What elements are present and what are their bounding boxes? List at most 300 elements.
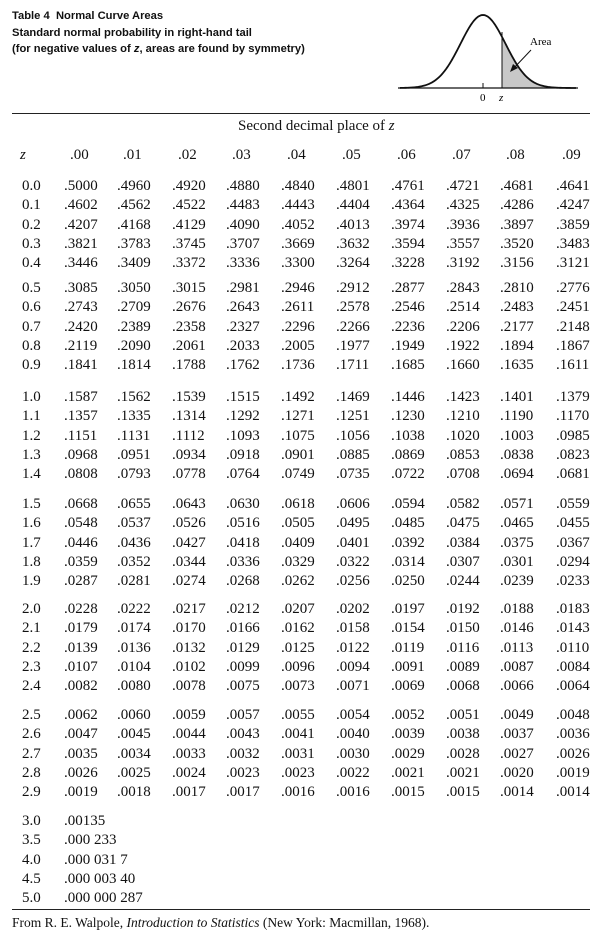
- probability-cell: .0668: [64, 496, 98, 512]
- z-value: 0.6: [22, 299, 41, 316]
- probability-cell: .0037: [500, 726, 534, 743]
- probability-cell: .0274: [172, 573, 206, 590]
- probability-cell: .2981: [226, 280, 260, 296]
- probability-cell: .0465: [500, 515, 534, 532]
- z-value: 1.3: [22, 447, 41, 464]
- probability-cell: .0047: [64, 726, 98, 743]
- probability-cell: .0069: [391, 678, 425, 695]
- probability-cell: .0708: [446, 466, 480, 483]
- probability-cell: .0681: [556, 466, 590, 483]
- probability-cell: .0139: [64, 639, 98, 656]
- heading-line-2: Standard normal probability in right-hand tail: [12, 26, 252, 39]
- z-value: 0.1: [22, 197, 41, 214]
- table-row: [0, 573, 608, 592]
- z-value: 0.3: [22, 236, 41, 253]
- z-value: 0.7: [22, 318, 41, 335]
- probability-cell: .00135: [64, 813, 106, 829]
- probability-cell: .1190: [500, 408, 534, 425]
- area-label: Area: [530, 36, 552, 48]
- probability-cell: .1469: [336, 389, 370, 405]
- z-value: 1.1: [22, 408, 41, 425]
- probability-cell: .2033: [226, 338, 260, 355]
- z-label: z: [499, 92, 504, 104]
- probability-cell: .3745: [172, 236, 206, 253]
- probability-cell: .0158: [336, 620, 370, 637]
- probability-cell: .1230: [391, 408, 425, 425]
- probability-cell: .1251: [336, 408, 370, 425]
- probability-cell: .0322: [336, 554, 370, 571]
- probability-cell: .0048: [556, 707, 590, 723]
- probability-cell: .0314: [391, 554, 425, 571]
- table-row: [0, 784, 608, 803]
- probability-cell: .2266: [336, 318, 370, 335]
- probability-cell: .0084: [556, 659, 590, 676]
- probability-cell: .0179: [64, 620, 98, 637]
- probability-cell: .0057: [226, 707, 260, 723]
- probability-cell: .0808: [64, 466, 98, 483]
- table-row: [0, 217, 608, 236]
- table-row: [0, 765, 608, 784]
- probability-cell: .3669: [281, 236, 315, 253]
- probability-cell: .0409: [281, 534, 315, 551]
- probability-cell: .0475: [446, 515, 480, 532]
- table-row: [0, 280, 608, 299]
- table-row: [0, 255, 608, 274]
- probability-cell: .0344: [172, 554, 206, 571]
- probability-cell: .2236: [391, 318, 425, 335]
- table-row: [0, 447, 608, 466]
- probability-cell: .2514: [446, 299, 480, 316]
- probability-cell: .0028: [446, 745, 480, 762]
- probability-cell: .0071: [336, 678, 370, 695]
- probability-cell: .0102: [172, 659, 206, 676]
- table-row: [0, 852, 608, 871]
- probability-cell: .0087: [500, 659, 534, 676]
- probability-cell: .1867: [556, 338, 590, 355]
- probability-cell: .1949: [391, 338, 425, 355]
- probability-cell: .1423: [446, 389, 480, 405]
- table-heading: [12, 8, 352, 58]
- probability-cell: .1093: [226, 427, 260, 444]
- probability-cell: .0367: [556, 534, 590, 551]
- probability-cell: .0853: [446, 447, 480, 464]
- probability-cell: .0838: [500, 447, 534, 464]
- table-row: [0, 678, 608, 697]
- heading-line-3: (for negative values of z, areas are found by symmetry): [12, 43, 305, 55]
- probability-cell: .1401: [500, 389, 534, 405]
- probability-cell: .0044: [172, 726, 206, 743]
- probability-cell: .4443: [281, 197, 315, 214]
- column-header: .00: [70, 147, 89, 163]
- table-row: [0, 357, 608, 376]
- probability-cell: .2810: [500, 280, 534, 296]
- z-value: 5.0: [22, 890, 41, 907]
- probability-cell: .1711: [336, 357, 370, 374]
- probability-cell: .0073: [281, 678, 315, 695]
- probability-cell: .4721: [446, 178, 480, 194]
- probability-cell: .3821: [64, 236, 98, 253]
- probability-cell: .0015: [391, 784, 425, 801]
- probability-cell: .3264: [336, 255, 370, 272]
- probability-cell: .0033: [172, 745, 206, 762]
- probability-cell: .2148: [556, 318, 590, 335]
- table-row: [0, 408, 608, 427]
- probability-cell: .0722: [391, 466, 425, 483]
- probability-cell: .2090: [117, 338, 151, 355]
- probability-cell: .0038: [446, 726, 480, 743]
- probability-cell: .2546: [391, 299, 425, 316]
- probability-cell: .0985: [556, 427, 590, 444]
- probability-cell: .0495: [336, 515, 370, 532]
- probability-cell: .1788: [172, 357, 206, 374]
- probability-cell: .0869: [391, 447, 425, 464]
- probability-cell: .2389: [117, 318, 151, 335]
- probability-cell: .0049: [500, 707, 534, 723]
- probability-cell: .0951: [117, 447, 151, 464]
- probability-cell: .0016: [336, 784, 370, 801]
- probability-cell: .1660: [446, 357, 480, 374]
- probability-cell: .0823: [556, 447, 590, 464]
- column-header: .04: [287, 147, 306, 163]
- probability-cell: .0233: [556, 573, 590, 590]
- bottom-rule: [12, 909, 590, 910]
- probability-cell: .0162: [281, 620, 315, 637]
- probability-cell: .0068: [446, 678, 480, 695]
- z-value: 0.0: [22, 178, 41, 194]
- probability-cell: .2611: [281, 299, 315, 316]
- table-row: [0, 389, 608, 408]
- probability-cell: .0054: [336, 707, 370, 723]
- probability-cell: .3974: [391, 216, 425, 233]
- probability-cell: .0352: [117, 554, 151, 571]
- probability-cell: .0571: [500, 496, 534, 512]
- probability-cell: .0222: [117, 601, 151, 617]
- probability-cell: .0749: [281, 466, 315, 483]
- table-row: [0, 601, 608, 620]
- probability-cell: .0228: [64, 601, 98, 617]
- z-value: 4.0: [22, 851, 41, 868]
- probability-cell: .0188: [500, 601, 534, 617]
- z-value: 1.7: [22, 534, 41, 551]
- probability-cell: .0132: [172, 639, 206, 656]
- probability-cell: .0901: [281, 447, 315, 464]
- probability-cell: .1562: [117, 389, 151, 405]
- probability-cell: .2358: [172, 318, 206, 335]
- probability-cell: .1075: [281, 427, 315, 444]
- zero-label: 0: [480, 92, 486, 104]
- probability-cell: .3050: [117, 280, 151, 296]
- heading-line-1: Table 4 Normal Curve Areas: [12, 10, 164, 22]
- probability-cell: .2061: [172, 338, 206, 355]
- probability-cell: .0294: [556, 554, 590, 571]
- probability-cell: .0066: [500, 678, 534, 695]
- probability-cell: .4168: [117, 216, 151, 233]
- probability-cell: .2420: [64, 318, 98, 335]
- probability-cell: .0116: [446, 639, 480, 656]
- probability-cell: .0016: [281, 784, 315, 801]
- probability-cell: .0014: [556, 784, 590, 801]
- probability-cell: .0029: [391, 745, 425, 762]
- z-value: 1.4: [22, 466, 41, 483]
- probability-cell: .0764: [226, 466, 260, 483]
- probability-cell: .0019: [64, 784, 98, 801]
- probability-cell: .000 031 7: [64, 851, 128, 868]
- probability-cell: .0559: [556, 496, 590, 512]
- probability-cell: .3156: [500, 255, 534, 272]
- table-row: [0, 338, 608, 357]
- probability-cell: .0043: [226, 726, 260, 743]
- column-header: .06: [397, 147, 416, 163]
- table-row: [0, 197, 608, 216]
- probability-cell: .1814: [117, 357, 151, 374]
- probability-cell: .0427: [172, 534, 206, 551]
- probability-cell: .4761: [391, 178, 425, 194]
- probability-cell: .0934: [172, 447, 206, 464]
- probability-cell: .0643: [172, 496, 206, 512]
- probability-cell: .2296: [281, 318, 315, 335]
- probability-cell: .0035: [64, 745, 98, 762]
- probability-cell: .0301: [500, 554, 534, 571]
- probability-cell: .1762: [226, 357, 260, 374]
- probability-cell: .000 000 287: [64, 890, 143, 907]
- column-header: .08: [506, 147, 525, 163]
- probability-cell: .2676: [172, 299, 206, 316]
- probability-cell: .2843: [446, 280, 480, 296]
- probability-cell: .1112: [172, 427, 205, 444]
- probability-cell: .0287: [64, 573, 98, 590]
- probability-cell: .0918: [226, 447, 260, 464]
- probability-cell: .0096: [281, 659, 315, 676]
- probability-cell: .1314: [172, 408, 206, 425]
- probability-cell: .0026: [556, 745, 590, 762]
- z-value: 2.4: [22, 678, 41, 695]
- z-value: 2.7: [22, 745, 41, 762]
- probability-cell: .0885: [336, 447, 370, 464]
- probability-cell: .0122: [336, 639, 370, 656]
- probability-cell: .0582: [446, 496, 480, 512]
- probability-cell: .3085: [64, 280, 98, 296]
- probability-cell: .0630: [226, 496, 260, 512]
- z-value: 1.9: [22, 573, 41, 590]
- probability-cell: .0485: [391, 515, 425, 532]
- z-value: 0.4: [22, 255, 41, 272]
- probability-cell: .3121: [556, 255, 590, 272]
- probability-cell: .0024: [172, 765, 206, 782]
- probability-cell: .0526: [172, 515, 206, 532]
- probability-cell: .0207: [281, 601, 315, 617]
- probability-cell: .0217: [172, 601, 206, 617]
- probability-cell: .1515: [226, 389, 260, 405]
- z-value: 2.8: [22, 765, 41, 782]
- column-header: .09: [562, 147, 581, 163]
- probability-cell: .0020: [500, 765, 534, 782]
- probability-cell: .3409: [117, 255, 151, 272]
- probability-cell: .0129: [226, 639, 260, 656]
- probability-cell: .2643: [226, 299, 260, 316]
- probability-cell: .0202: [336, 601, 370, 617]
- probability-cell: .0026: [64, 765, 98, 782]
- probability-cell: .1894: [500, 338, 534, 355]
- probability-cell: .2709: [117, 299, 151, 316]
- probability-cell: .0192: [446, 601, 480, 617]
- z-value: 1.0: [22, 389, 41, 405]
- probability-cell: .1635: [500, 357, 534, 374]
- top-rule: [12, 113, 590, 114]
- probability-cell: .3446: [64, 255, 98, 272]
- z-value: 1.2: [22, 427, 41, 444]
- table-row: [0, 319, 608, 338]
- probability-cell: .0143: [556, 620, 590, 637]
- probability-cell: .4483: [226, 197, 260, 214]
- table-row: [0, 178, 608, 197]
- probability-cell: .4880: [226, 178, 260, 194]
- probability-cell: .0307: [446, 554, 480, 571]
- probability-cell: .1611: [556, 357, 590, 374]
- probability-cell: .0418: [226, 534, 260, 551]
- probability-cell: .2877: [391, 280, 425, 296]
- probability-cell: .0064: [556, 678, 590, 695]
- table-row: [0, 236, 608, 255]
- probability-cell: .4801: [336, 178, 370, 194]
- probability-cell: .4960: [117, 178, 151, 194]
- z-value: 0.9: [22, 357, 41, 374]
- probability-cell: .1151: [64, 427, 98, 444]
- probability-cell: .0516: [226, 515, 260, 532]
- column-header: .02: [178, 147, 197, 163]
- probability-cell: .1056: [336, 427, 370, 444]
- probability-cell: .0594: [391, 496, 425, 512]
- probability-cell: .1446: [391, 389, 425, 405]
- z-value: 1.5: [22, 496, 41, 512]
- z-value: 2.5: [22, 707, 41, 723]
- probability-cell: .0146: [500, 620, 534, 637]
- table-row: [0, 554, 608, 573]
- probability-cell: .4090: [226, 216, 260, 233]
- probability-cell: .1170: [556, 408, 590, 425]
- table-row: [0, 726, 608, 745]
- z-value: 2.0: [22, 601, 41, 617]
- probability-cell: .0091: [391, 659, 425, 676]
- table-row: [0, 496, 608, 515]
- probability-cell: .1736: [281, 357, 315, 374]
- z-value: 3.0: [22, 813, 41, 829]
- column-caption: Second decimal place of z: [238, 118, 395, 134]
- probability-cell: .0017: [226, 784, 260, 801]
- probability-cell: .0244: [446, 573, 480, 590]
- probability-cell: .2743: [64, 299, 98, 316]
- probability-cell: .0250: [391, 573, 425, 590]
- probability-cell: .0078: [172, 678, 206, 695]
- table-row: [0, 832, 608, 851]
- probability-cell: .0082: [64, 678, 98, 695]
- probability-cell: .0735: [336, 466, 370, 483]
- table-row: [0, 659, 608, 678]
- probability-cell: .3859: [556, 216, 590, 233]
- probability-cell: .0281: [117, 573, 151, 590]
- z-value: 2.3: [22, 659, 41, 676]
- probability-cell: .0036: [556, 726, 590, 743]
- probability-cell: .4920: [172, 178, 206, 194]
- table-row: [0, 299, 608, 318]
- probability-cell: .0113: [500, 639, 534, 656]
- probability-cell: .0968: [64, 447, 98, 464]
- probability-cell: .0256: [336, 573, 370, 590]
- probability-cell: .0778: [172, 466, 206, 483]
- probability-cell: .0174: [117, 620, 151, 637]
- probability-cell: .0062: [64, 707, 98, 723]
- probability-cell: .4641: [556, 178, 590, 194]
- probability-cell: .0119: [391, 639, 425, 656]
- probability-cell: .0060: [117, 707, 151, 723]
- table-row: [0, 428, 608, 447]
- probability-cell: .0136: [117, 639, 151, 656]
- z-value: 0.2: [22, 216, 41, 233]
- table-row: [0, 871, 608, 890]
- z-value: 2.2: [22, 639, 41, 656]
- z-value: 0.5: [22, 280, 41, 296]
- table-row: [0, 535, 608, 554]
- probability-cell: .4247: [556, 197, 590, 214]
- probability-cell: .3520: [500, 236, 534, 253]
- probability-cell: .1379: [556, 389, 590, 405]
- probability-cell: .2005: [281, 338, 315, 355]
- probability-cell: .1020: [446, 427, 480, 444]
- probability-cell: .0183: [556, 601, 590, 617]
- probability-cell: .0021: [446, 765, 480, 782]
- probability-cell: .0075: [226, 678, 260, 695]
- z-value: 1.8: [22, 554, 41, 571]
- probability-cell: .0125: [281, 639, 315, 656]
- probability-cell: .4404: [336, 197, 370, 214]
- table-row: [0, 640, 608, 659]
- probability-cell: .0051: [446, 707, 480, 723]
- probability-cell: .000 003 40: [64, 871, 136, 888]
- probability-cell: .0023: [226, 765, 260, 782]
- probability-cell: .0034: [117, 745, 151, 762]
- probability-cell: .0107: [64, 659, 98, 676]
- probability-cell: .3192: [446, 255, 480, 272]
- probability-cell: .1841: [64, 357, 98, 374]
- probability-cell: .0055: [281, 707, 315, 723]
- probability-cell: .2451: [556, 299, 590, 316]
- area-arrow: [513, 50, 531, 69]
- probability-cell: .0793: [117, 466, 151, 483]
- probability-cell: .3783: [117, 236, 151, 253]
- probability-cell: .2483: [500, 299, 534, 316]
- z-value: 3.5: [22, 832, 41, 849]
- probability-cell: .0030: [336, 745, 370, 762]
- z-value: 2.1: [22, 620, 41, 637]
- probability-cell: .0039: [391, 726, 425, 743]
- probability-cell: .0027: [500, 745, 534, 762]
- probability-cell: .4052: [281, 216, 315, 233]
- probability-cell: .0022: [336, 765, 370, 782]
- probability-cell: .3015: [172, 280, 206, 296]
- probability-cell: .4681: [500, 178, 534, 194]
- probability-cell: .4602: [64, 197, 98, 214]
- probability-cell: .0041: [281, 726, 315, 743]
- probability-cell: .0401: [336, 534, 370, 551]
- probability-cell: .4325: [446, 197, 480, 214]
- probability-cell: .0197: [391, 601, 425, 617]
- probability-cell: .1210: [446, 408, 480, 425]
- probability-cell: .2776: [556, 280, 590, 296]
- z-column-header: z: [20, 147, 26, 163]
- z-value: 4.5: [22, 871, 41, 888]
- probability-cell: .1131: [117, 427, 151, 444]
- probability-cell: .0110: [556, 639, 590, 656]
- probability-cell: .2119: [64, 338, 98, 355]
